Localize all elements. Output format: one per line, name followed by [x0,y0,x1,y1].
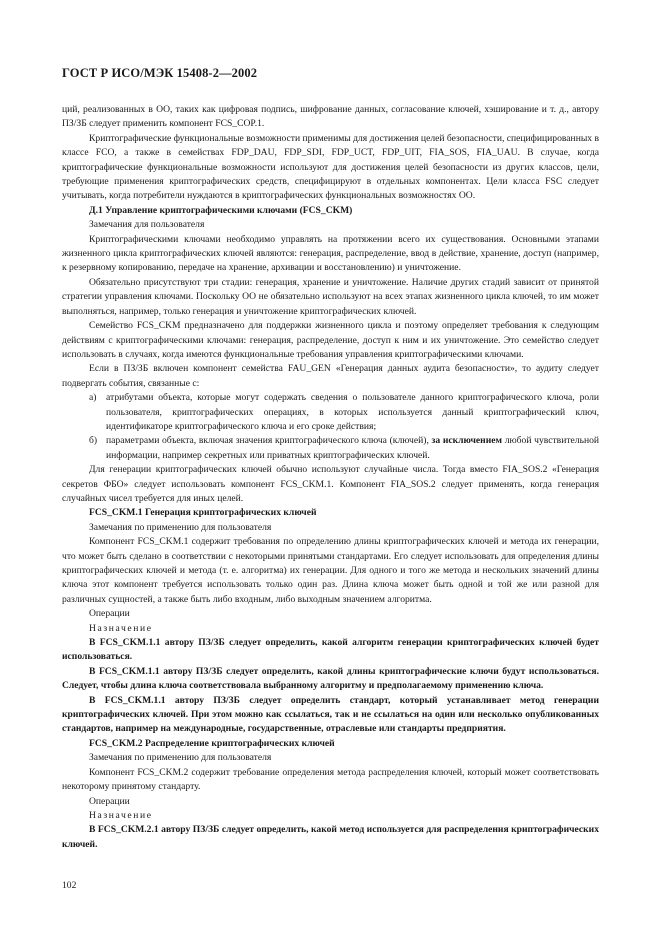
operations-label: Операции [89,795,130,807]
requirement-paragraph: В FCS_CKM.1.1 автору ПЗ/ЗБ следует определить, какой алгоритм генерации криптографических ключей будет использоваться. [62,637,599,663]
paragraph: Обязательно присутствуют три стадии: генерация, хранение и уничтожение. Наличие других стадий зависит от принятой стратегии управления ключами. Поскольку ОО не обязательно используют на всех этапах жизненного цикла ключей, то им может выполняться, например, только генерация и уничтожение криптографических ключей. [62,276,599,317]
assignment-label: Назначение [89,809,153,821]
assignment-label: Назначение [89,622,153,634]
list-item-a [62,391,599,434]
list-marker: б) [89,435,98,447]
requirement-paragraph: В FCS_CKM.1.1 автору ПЗ/ЗБ следует определить, какой длины криптографические ключи будут использоваться. Следует, чтобы длина ключа соответствовала выбранному алгоритму и предполагаемому применению ключа. [62,665,599,692]
notes-label: Замечания для пользователя [89,219,205,231]
list-text-emphasis: за исключением [431,435,503,447]
paragraph: Криптографическими ключами необходимо управлять на протяжении всего их существования. Основными этапами жизненного цикла криптографических ключей являются: генерация, распределение, ввод в действие, хранение, доступ (например, к резервному копированию, передаче на хранение, архивации и восстановлению) и уничтожение. [62,233,599,274]
list-item-b [62,434,599,463]
page-number: 102 [62,880,77,891]
list-text: атрибутами объекта, которые могут содержать сведения о пользователе данного криптографического ключа, роли пользователя, криптографических операциях, в которых используется данный криптографический ключ, идентификаторе криптографического ключа и его сроке действия; [106,392,599,432]
paragraph: Для генерации криптографических ключей обычно используют случайные числа. Тогда вместо FIA_SOS.2 «Генерация секретов ФБО» следует использовать компонент FCS_CKM.1. Компонент FIA_SOS.2 следует применять, когда генерация случайных чисел требуется для иных целей. [62,464,599,504]
requirement-paragraph: В FCS_CKM.2.1 автору ПЗ/ЗБ следует определить, какой метод используется для распределения криптографических ключей. [62,824,599,850]
document-body [62,103,599,852]
paragraph: Если в ПЗ/ЗБ включен компонент семейства FAU_GEN «Генерация данных аудита безопасности», то аудиту следует подвергать события, связанные с: [62,363,599,389]
notes-label: Замечания по применению для пользователя [89,752,272,764]
list-text: любой чувствительной информации, например секретных или приватных криптографических ключей. [106,435,600,461]
operations-label: Операции [89,608,130,620]
paragraph: ций, реализованных в ОО, таких как цифровая подпись, шифрование данных, согласование ключей, хэширование и т. д., автору ПЗ/ЗБ следует применить компонент FCS_COP.1. [62,104,599,130]
section-heading-d1: Д.1 Управление криптографическими ключами (FCS_CKM) [89,204,353,216]
paragraph: Семейство FCS_CKM предназначено для поддержки жизненного цикла и поэтому определяет требования к следующим действиям с криптографическими ключами: генерация, распределение, доступ к ним и их уничтожение. Это семейство следует использовать в случаях, когда имеются функциональные требования управления криптографическими ключами. [62,320,599,360]
list-marker: а) [89,392,97,404]
paragraph: Компонент FCS_CKM.2 содержит требование определения метода распределения ключей, который может соответствовать некоторому принятому стандарту. [62,766,599,793]
paragraph: Компонент FCS_CKM.1 содержит требования по определению длины криптографических ключей и метода их генерации, что может быть сделано в соответствии с некоторыми принятыми стандартами. Его следует использовать для определения длины криптографических ключей и метода (т. е. алгоритма) их генерации. Для одного и того же метода и нескольких значений длины ключа этот компонент требуется использовать только один раз. Длина ключа может быть одной и той же или разной для различных сущностей, а также быть либо входным, либо выходным значением алгоритма. [62,536,599,605]
paragraph: Криптографические функциональные возможности применимы для достижения целей безопасности, специфицированных в классе FCO, а также в семействах FDP_DAU, FDP_SDI, FDP_UCT, FDP_UIT, FIA_SOS, FIA_UAU. В случае, когда криптографические функциональные возможности используют для достижения целей безопасности из других классов, цели, требующие применения криптографических средств, специфицируют в отдельных компонентах. Цели класса FSC следует учитывать, когда потребители нуждаются в криптографических функциональных возможностях ОО. [62,132,600,202]
list-text: параметрами объекта, включая значения криптографического ключа (ключей), [106,435,429,447]
notes-label: Замечания по применению для пользователя [89,521,272,533]
document-header: ГОСТ Р ИСО/МЭК 15408-2—2002 [62,66,258,80]
component-heading-ckm1: FCS_CKM.1 Генерация криптографических ключей [89,507,317,519]
requirement-paragraph: В FCS_CKM.1.1 автору ПЗ/ЗБ следует определить стандарт, который устанавливает метод генерации криптографических ключей. При этом можно как ссылаться, так и не ссылаться на один или несколько опубликованных стандартов, например на международные, государственные, отраслевые или стандарты предприятия. [62,694,599,735]
component-heading-ckm2: FCS_CKM.2 Распределение криптографических ключей [89,737,335,749]
